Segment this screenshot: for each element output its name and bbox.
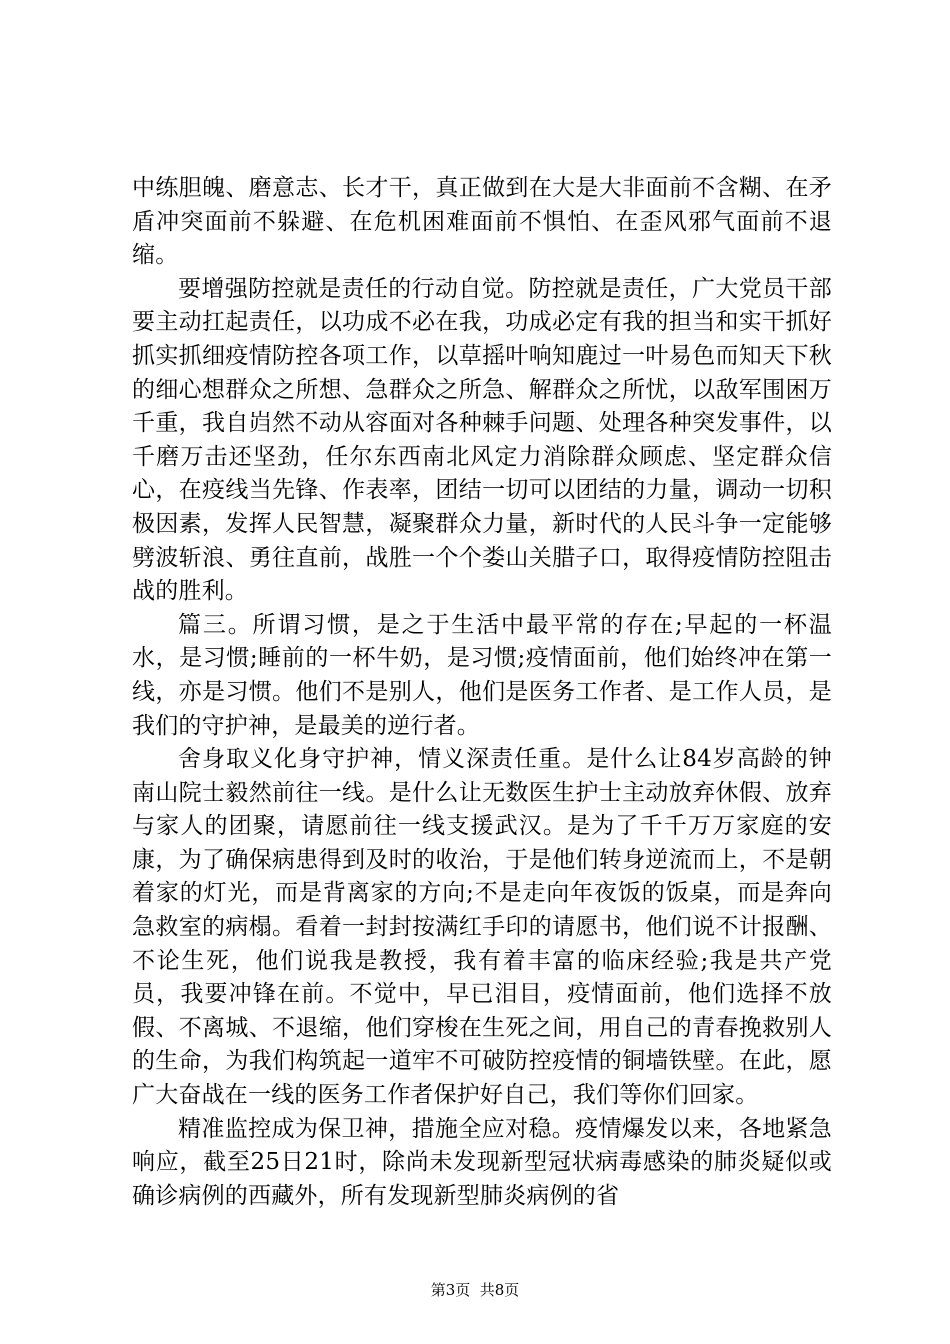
- page-footer: 第3页 共8页: [430, 1281, 520, 1299]
- body-text: [132, 172, 832, 1213]
- paragraph-continuation: 中练胆魄、磨意志、长才干，真正做到在大是大非面前不含糊、在矛盾冲突面前不躲避、在危机困难面前不惧怕、在歪风邪气面前不退缩。: [132, 175, 832, 269]
- paragraph-guardian: 舍身取义化身守护神，情义深责任重。是什么让84岁高龄的钟南山院士毅然前往一线。是什么让无数医生护士主动放弃休假、放弃与家人的团聚，请愿前往一线支援武汉。是为了千千万万家庭的安康，为了确保病患得到及时的收治，于是他们转身逆流而上，不是朝着家的灯光，而是背离家的方向;不是走向年夜饭的饭桌，而是奔向急救室的病榻。看着一封封按满红手印的请愿书，他们说不计报酬、不论生死，他们说我是教授，我有着丰富的临床经验;我是共产党员，我要冲锋在前。不觉中，早已泪目，疫情面前，他们选择不放假、不离城、不退缩，他们穿梭在生死之间，用自己的青春挽救别人的生命，为我们构筑起一道牢不可破防控疫情的铜墙铁壁。在此，愿广大奋战在一线的医务工作者保护好自己，我们等你们回家。: [132, 746, 832, 1109]
- paragraph-precise-monitoring: 精准监控成为保卫神，措施全应对稳。疫情爆发以来，各地紧急响应，截至25日21时，除尚未发现新型冠状病毒感染的肺炎疑似或确诊病例的西藏外，所有发现新型肺炎病例的省: [132, 1115, 832, 1209]
- paragraph-prevention-responsibility: 要增强防控就是责任的行动自觉。防控就是责任，广大党员干部要主动扛起责任，以功成不必在我，功成必定有我的担当和实干抓好抓实抓细疫情防控各项工作，以草摇叶响知鹿过一叶易色而知天下秋的细心想群众之所想、急群众之所急、解群众之所忧，以敌军围困万千重，我自岿然不动从容面对各种棘手问题、处理各种突发事件，以千磨万击还坚劲，任尔东西南北风定力消除群众顾虑、坚定群众信心，在疫线当先锋、作表率，团结一切可以团结的力量，调动一切积极因素，发挥人民智慧，凝聚群众力量，新时代的人民斗争一定能够劈波斩浪、勇往直前，战胜一个个娄山关腊子口，取得疫情防控阻击战的胜利。: [132, 275, 832, 605]
- paragraph-part-three-habit: 篇三。所谓习惯，是之于生活中最平常的存在;早起的一杯温水，是习惯;睡前的一杯牛奶，是习惯;疫情面前，他们始终冲在第一线，亦是习惯。他们不是别人，他们是医务工作者、是工作人员，是我们的守护神，是最美的逆行者。: [132, 611, 832, 739]
